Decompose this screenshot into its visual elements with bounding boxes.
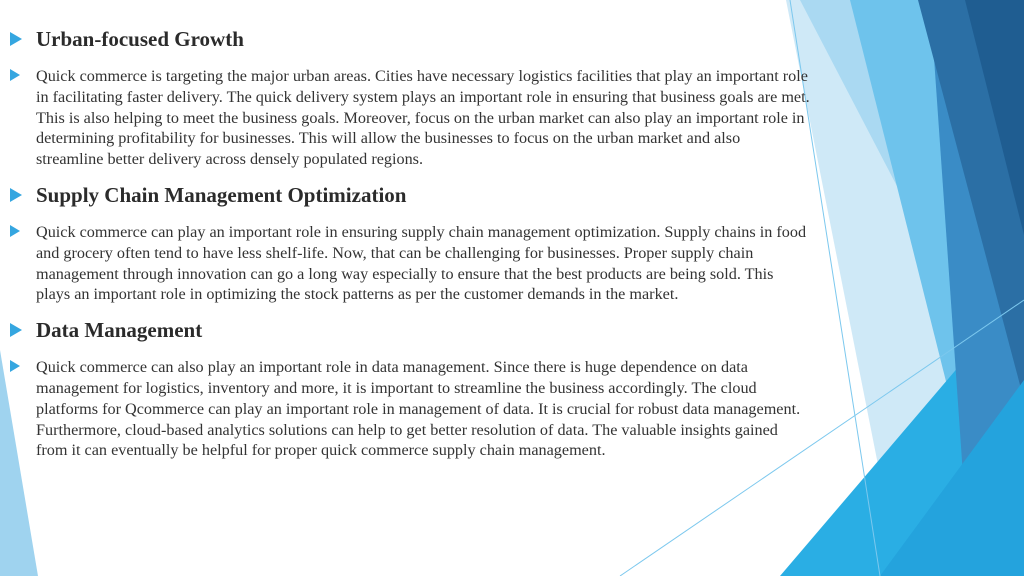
- section-heading: Supply Chain Management Optimization: [36, 182, 407, 207]
- section-heading-row: [10, 26, 810, 52]
- slide-content: [10, 26, 810, 473]
- section-body: Quick commerce can play an important role in ensuring supply chain management optimization. Supply chains in food and grocery often tend to have less shelf-life. Now, that can be challenging for businesses. Proper supply chain management through innovation can go a long way especially to ensure that the best products are being sold. This plays an important role in optimizing the stock patterns as per the customer demands in the market.: [36, 222, 807, 304]
- triangle-bullet-icon: [10, 222, 36, 237]
- section-heading: Urban-focused Growth: [36, 27, 244, 51]
- section-body: Quick commerce is targeting the major urban areas. Cities have necessary logistics facilities that play an important role in facilitating faster delivery. The quick delivery system plays an important role in ensuring that business goals are met. This is also helping to meet the business goals. Moreover, focus on the urban market can also play an important role in determining profitability for businesses. This will allow the businesses to focus on the urban market and also streamline better delivery across densely populated regions.: [36, 67, 810, 169]
- section-body: Quick commerce can also play an important role in data management. Since there is huge dependence on data management for logistics, inventory and more, it is important to streamline the business accordingly. The cloud platforms for Qcommerce can play an important role in management of data. It is crucial for robust data management. Furthermore, cloud-based analytics solutions can help to get better resolution of data. The valuable insights gained from it can eventually be helpful for proper quick commerce supply chain management.: [36, 358, 801, 460]
- section-heading: Data Management: [36, 318, 203, 343]
- section-body-row: [10, 66, 810, 170]
- section-heading-row: [10, 317, 810, 343]
- section-body-row: [10, 222, 810, 305]
- section-body-row: [10, 357, 810, 461]
- triangle-bullet-icon: [10, 66, 36, 81]
- triangle-bullet-icon: [10, 357, 36, 372]
- section-heading-row: [10, 182, 810, 208]
- triangle-bullet-icon: [10, 26, 36, 46]
- triangle-bullet-icon: [10, 317, 36, 337]
- triangle-bullet-icon: [10, 182, 36, 202]
